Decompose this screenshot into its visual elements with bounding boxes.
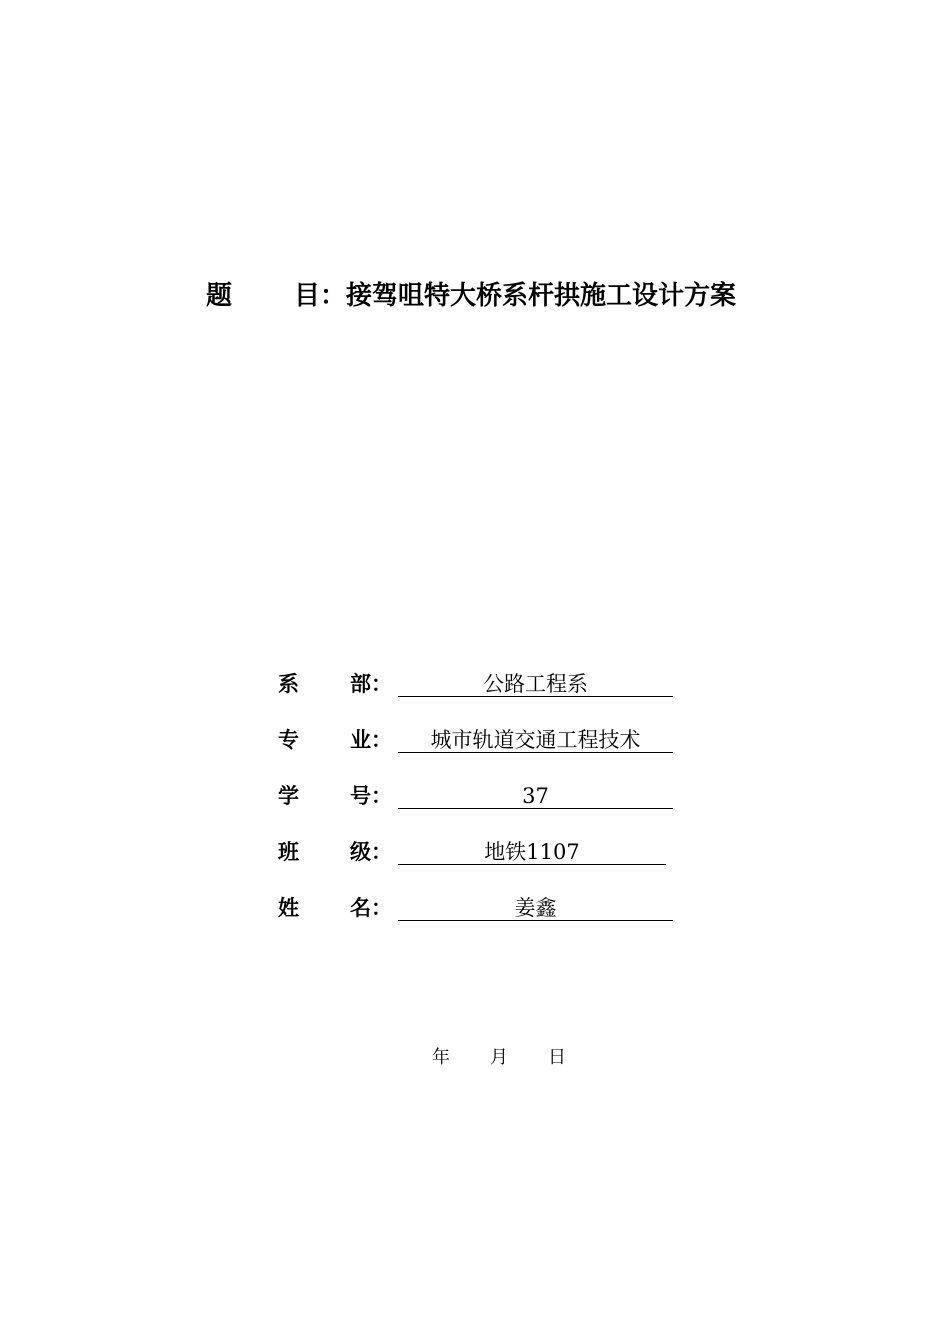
department-value: 公路工程系 <box>398 666 673 697</box>
title-label <box>206 276 346 316</box>
student-id-label-char-2: 号： <box>350 783 392 808</box>
class-value: 地铁1107 <box>398 834 666 865</box>
student-id-label-char-1: 学 <box>278 783 299 808</box>
student-id-value: 37 <box>398 778 673 809</box>
info-block <box>278 666 698 946</box>
date-line <box>432 1044 566 1072</box>
date-year: 年 <box>432 1047 450 1068</box>
class-label-char-1: 班 <box>278 839 299 864</box>
department-label-char-1: 系 <box>278 671 299 696</box>
name-label-char-2: 名： <box>350 895 392 920</box>
name-label-char-1: 姓 <box>278 895 299 920</box>
department-label-char-2: 部： <box>350 671 392 696</box>
class-label <box>278 834 398 870</box>
major-label <box>278 722 398 758</box>
title-label-char-2: 目： <box>294 281 347 311</box>
info-row-major <box>278 722 698 778</box>
info-row-department <box>278 666 698 722</box>
name-value: 姜鑫 <box>398 890 673 921</box>
title-label-char-1: 题 <box>206 281 233 311</box>
name-label <box>278 890 398 926</box>
title-text: 接驾咀特大桥系杆拱施工设计方案 <box>346 281 737 311</box>
info-row-student-id <box>278 778 698 834</box>
major-label-char-1: 专 <box>278 727 299 752</box>
department-label <box>278 666 398 702</box>
document-title <box>206 276 736 316</box>
class-label-char-2: 级： <box>350 839 392 864</box>
student-id-label <box>278 778 398 814</box>
major-label-char-2: 业： <box>350 727 392 752</box>
info-row-name <box>278 890 698 946</box>
info-row-class <box>278 834 698 890</box>
date-day: 日 <box>548 1047 566 1068</box>
date-month: 月 <box>490 1047 508 1068</box>
major-value: 城市轨道交通工程技术 <box>398 722 673 753</box>
